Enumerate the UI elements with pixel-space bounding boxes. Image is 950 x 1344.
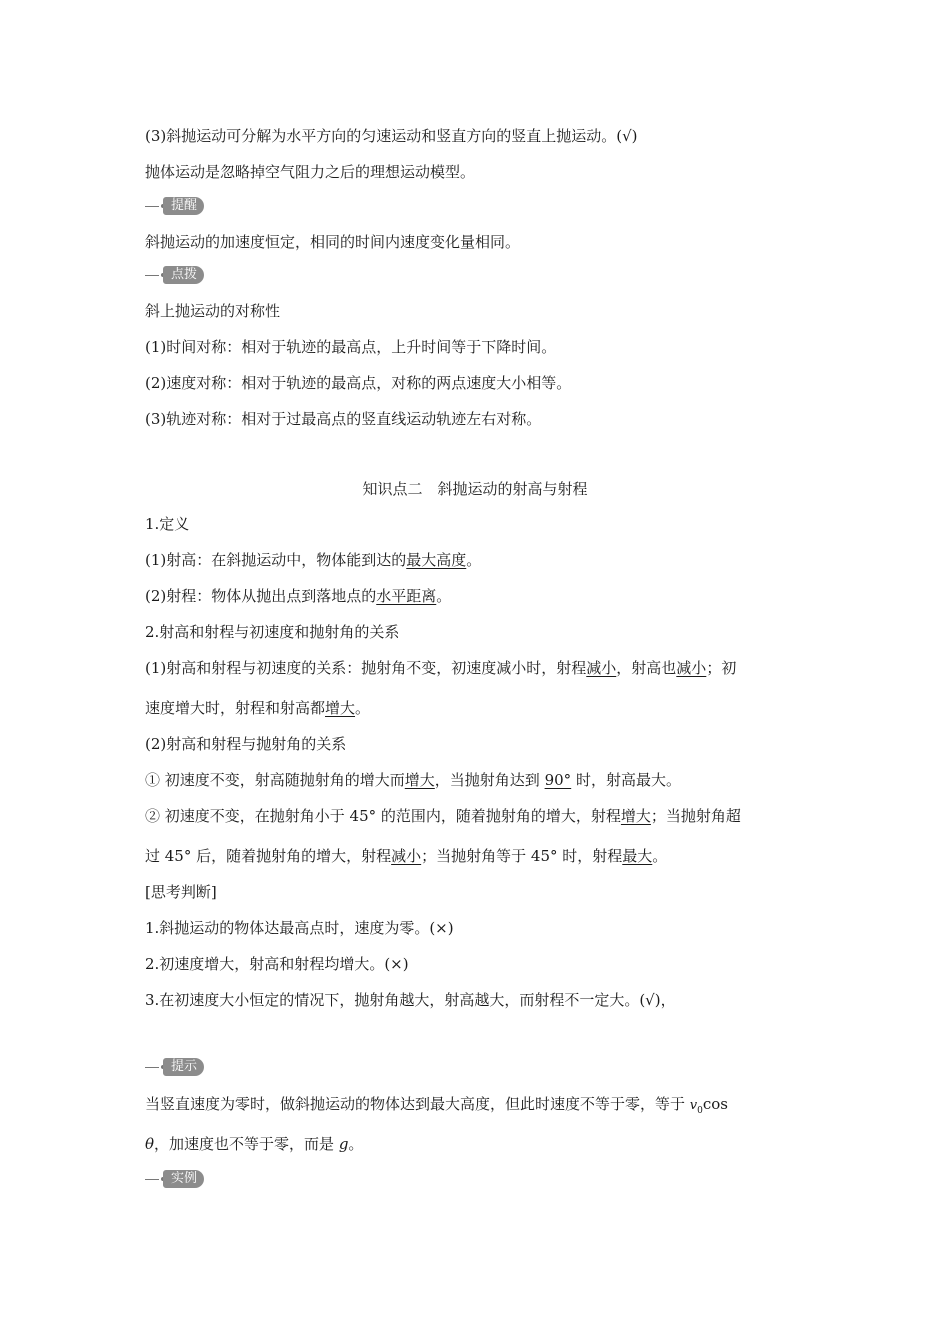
text-line: 过 45° 后，随着抛射角的增大，射程减小；当抛射角等于 45° 时，射程最大。 xyxy=(145,847,668,865)
text-line: 2.初速度增大，射高和射程均增大。(×) xyxy=(145,955,409,973)
text-line: 抛体运动是忽略掉空气阻力之后的理想运动模型。 xyxy=(145,163,476,181)
answer-blank: 最大 xyxy=(622,847,653,865)
reminder-tag xyxy=(145,197,204,215)
answer-blank: 减小 xyxy=(676,659,707,677)
text-line: (3)斜抛运动可分解为水平方向的匀速运动和竖直方向的竖直上抛运动。(√) xyxy=(145,127,638,145)
text-line: ① 初速度不变，射高随抛射角的增大而增大，当抛射角达到 90° 时，射高最大。 xyxy=(145,771,681,789)
answer-blank: 增大 xyxy=(325,699,356,717)
answer-blank: 水平距离 xyxy=(376,587,437,605)
text-line: ② 初速度不变，在抛射角小于 45° 的范围内，随着抛射角的增大，射程增大；当抛射角超 xyxy=(145,807,741,825)
text-line: (1)射高：在斜抛运动中，物体能到达的最大高度。 xyxy=(145,551,482,569)
text-line: 2.射高和射程与初速度和抛射角的关系 xyxy=(145,623,400,641)
answer-blank: 最大高度 xyxy=(406,551,467,569)
answer-blank: 增大 xyxy=(404,771,435,789)
text-line: 当竖直速度为零时，做斜抛运动的物体达到最大高度，但此时速度不等于零，等于 $v_0\cos$ xyxy=(145,1095,729,1116)
text-line: (2)速度对称：相对于轨迹的最高点，对称的两点速度大小相等。 xyxy=(145,374,572,392)
text-line: 3.在初速度大小恒定的情况下，抛射角越大，射高越大，而射程不一定大。(√)， xyxy=(145,991,676,1009)
text-line: (1)时间对称：相对于轨迹的最高点，上升时间等于下降时间。 xyxy=(145,338,557,356)
text-line: (3)轨迹对称：相对于过最高点的竖直线运动轨迹左右对称。 xyxy=(145,410,542,428)
answer-blank: 90° xyxy=(544,771,572,789)
answer-blank: 增大 xyxy=(620,807,651,825)
example-tag xyxy=(145,1170,204,1188)
section-heading: 知识点二 斜抛运动的射高与射程 xyxy=(362,480,588,498)
text-line: 速度增大时，射程和射高都增大。 xyxy=(145,699,371,717)
answer-blank: 减小 xyxy=(391,847,422,865)
tip-tag-label: 提示 xyxy=(163,1058,204,1076)
text-line: θ，加速度也不等于零，而是 g。 xyxy=(145,1135,364,1153)
hint-tag xyxy=(145,266,204,284)
reminder-tag-label: 提醒 xyxy=(163,197,204,215)
text-line: [思考判断] xyxy=(145,883,217,901)
text-line: (2)射程：物体从抛出点到落地点的水平距离。 xyxy=(145,587,452,605)
text-line: 斜抛运动的加速度恒定，相同的时间内速度变化量相同。 xyxy=(145,233,521,251)
text-line: 斜上抛运动的对称性 xyxy=(145,302,281,320)
hint-tag-label: 点拨 xyxy=(163,266,204,284)
tip-tag xyxy=(145,1058,204,1076)
text-line: (1)射高和射程与初速度的关系：抛射角不变，初速度减小时，射程减小，射高也减小；初 xyxy=(145,659,737,677)
text-line: 1.定义 xyxy=(145,515,190,533)
example-tag-label: 实例 xyxy=(163,1170,204,1188)
text-line: 1.斜抛运动的物体达最高点时，速度为零。(×) xyxy=(145,919,454,937)
answer-blank: 减小 xyxy=(586,659,617,677)
text-line: (2)射高和射程与抛射角的关系 xyxy=(145,735,347,753)
